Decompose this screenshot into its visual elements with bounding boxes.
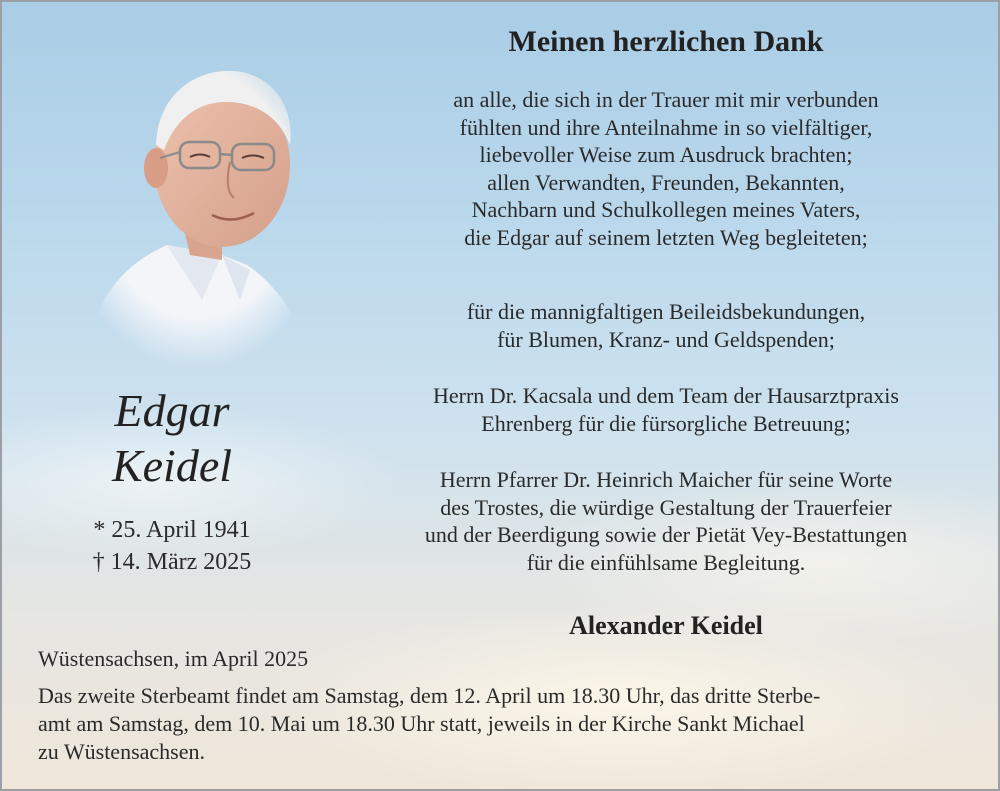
text-line: die Edgar auf seinem letzten Weg begleiteten; bbox=[464, 224, 868, 250]
signature: Alexander Keidel bbox=[569, 611, 763, 640]
text-line: an alle, die sich in der Trauer mit mir verbunden bbox=[453, 87, 879, 112]
thanks-heading: Meinen herzlichen Dank bbox=[508, 25, 824, 58]
text-line: Ehrenberg für die fürsorgliche Betreuung; bbox=[481, 410, 851, 436]
death-date: † 14. März 2025 bbox=[92, 549, 252, 575]
life-dates bbox=[42, 514, 302, 578]
text-line: allen Verwandten, Freunden, Bekannten, bbox=[487, 169, 845, 195]
thanks-paragraph bbox=[360, 86, 972, 251]
text-line: Herrn Dr. Kacsala und dem Team der Hausarztpraxis bbox=[433, 383, 899, 408]
portrait-photo bbox=[72, 50, 322, 370]
thanks-paragraph bbox=[360, 382, 972, 437]
text-line: Das zweite Sterbeamt findet am Samstag, dem 12. April um 18.30 Uhr, das dritte Sterbe- bbox=[38, 683, 821, 708]
text-line: Nachbarn und Schulkollegen meines Vaters, bbox=[471, 197, 861, 222]
text-line: für die mannigfaltigen Beileidsbekundungen, bbox=[466, 299, 866, 324]
text-line: amt am Samstag, dem 10. Mai um 18.30 Uhr statt, jeweils in der Kirche Sankt Michael bbox=[38, 711, 805, 736]
deceased-first-name: Edgar bbox=[114, 385, 230, 436]
deceased-last-name: Keidel bbox=[111, 440, 233, 491]
text-line: und der Beerdigung sowie der Pietät Vey-Bestattungen bbox=[424, 522, 908, 547]
thanks-paragraph bbox=[360, 298, 972, 353]
footer-notice bbox=[38, 682, 968, 766]
text-line: liebevoller Weise zum Ausdruck brachten; bbox=[479, 142, 853, 167]
place-date: Wüstensachsen, im April 2025 bbox=[38, 646, 309, 671]
birth-date: * 25. April 1941 bbox=[93, 517, 251, 543]
text-line: zu Wüstensachsen. bbox=[38, 739, 205, 764]
text-line: für Blumen, Kranz- und Geldspenden; bbox=[497, 326, 835, 352]
text-line: Herrn Pfarrer Dr. Heinrich Maicher für seine Worte bbox=[439, 467, 893, 492]
thanks-paragraph bbox=[360, 466, 972, 576]
portrait-illustration bbox=[72, 50, 322, 370]
text-line: fühlten und ihre Anteilnahme in so vielfältiger, bbox=[459, 114, 873, 140]
text-line: für die einfühlsame Begleitung. bbox=[526, 549, 806, 575]
text-line: des Trostes, die würdige Gestaltung der Trauerfeier bbox=[440, 494, 892, 520]
